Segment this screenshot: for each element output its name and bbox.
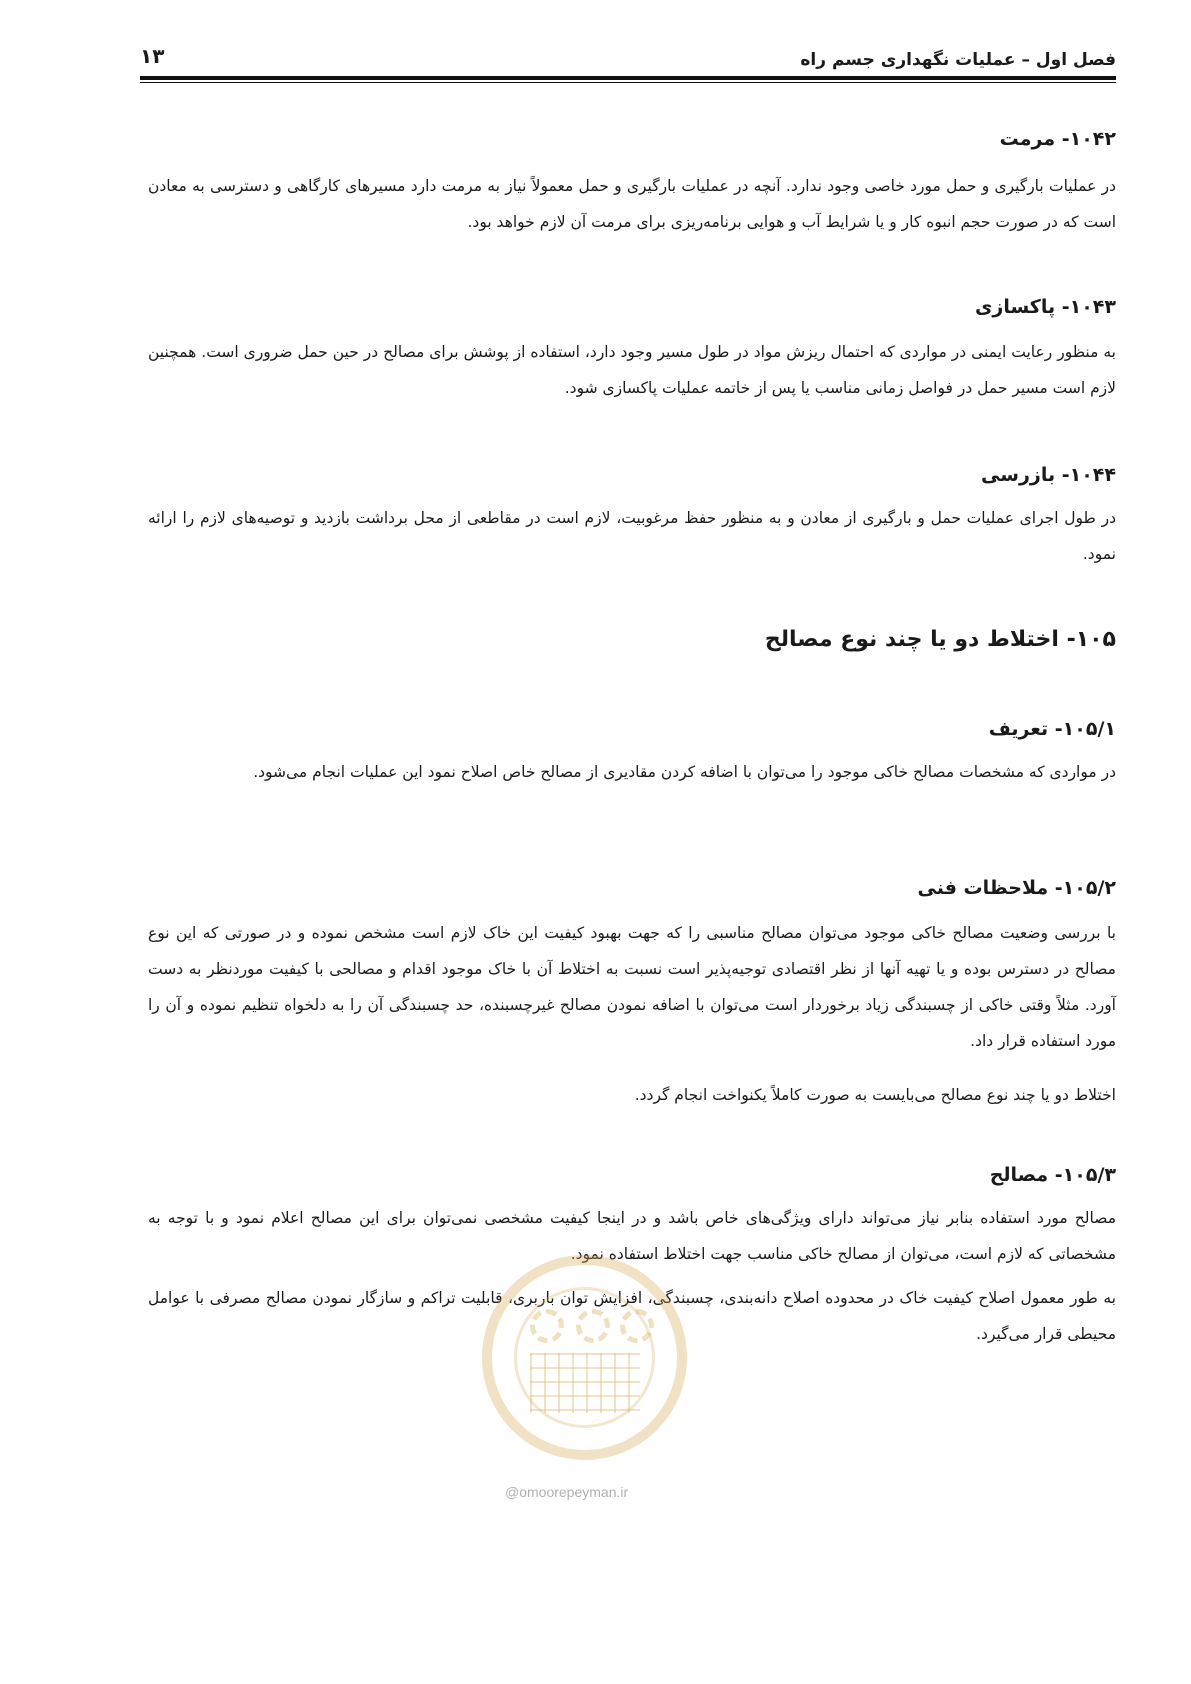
section-heading-1042: ۱۰۴۲- مرمت (999, 128, 1116, 150)
page-header (140, 40, 1116, 76)
section-paragraph-105-3a: مصالح مورد استفاده بنابر نیاز می‌تواند دارای ویژگی‌های خاص باشد و در اینجا کیفیت مشخصی نمی‌توان برای این مصالح اعلام نمود و با توجه به مشخصاتی که لازم است، می‌توان از مصالح خاکی مناسب جهت اختلاط استفاده نمود. (148, 1209, 1116, 1263)
section-heading-105-1: ۱۰۵/۱- تعریف (988, 718, 1116, 740)
section-heading-105-2: ۱۰۵/۲- ملاحظات فنی (917, 877, 1116, 899)
chapter-heading-105: ۱۰۵- اختلاط دو یا چند نوع مصالح (764, 627, 1116, 652)
section-paragraph-105-2b: اختلاط دو یا چند نوع مصالح می‌بایست به صورت کاملاً یکنواخت انجام گردد. (634, 1086, 1116, 1104)
section-paragraph-105-3b: به طور معمول اصلاح کیفیت خاک در محدوده اصلاح دانه‌بندی، چسبندگی، افزایش توان باربری، قابلیت تراکم و سازگار نمودن مصالح مصرفی با عوامل محیطی قرار می‌گیرد. (148, 1289, 1116, 1343)
header-rule-thin (140, 82, 1116, 83)
section-paragraph-1044: در طول اجرای عملیات حمل و بارگیری از معادن و به منظور حفظ مرغوبیت، لازم است در مقاطعی از محل برداشت بازدید و توصیه‌های لازم را ارائه نمود. (148, 509, 1116, 563)
watermark-url: @omoorepeyman.ir (505, 1484, 629, 1500)
section-heading-105-3: ۱۰۵/۳- مصالح (989, 1164, 1116, 1186)
section-heading-1044: ۱۰۴۴- بازرسی (981, 464, 1116, 486)
gear-icon (576, 1309, 610, 1343)
gear-icon (620, 1309, 654, 1343)
section-paragraph-105-1: در مواردی که مشخصات مصالح خاکی موجود را می‌توان با اضافه کردن مقادیری از مصالح خاص اصلاح نمود این عملیات انجام می‌شود. (253, 763, 1116, 781)
section-paragraph-1043: به منظور رعایت ایمنی در مواردی که احتمال ریزش مواد در طول مسیر وجود دارد، استفاده از پوشش برای مصالح در حین حمل ضروری است. همچنین لازم است مسیر حمل در فواصل زمانی مناسب یا پس از خاتمه عملیات پاکسازی شود. (148, 343, 1116, 397)
gear-icon (530, 1309, 564, 1343)
section-paragraph-1042: در عملیات بارگیری و حمل مورد خاصی وجود ندارد. آنچه در عملیات بارگیری و حمل معمولاً نیاز به مرمت دارد مسیرهای کارگاهی و دسترسی به معادن است که در صورت حجم انبوه کار و یا شرایط آب و هوایی برنامه‌ریزی برای مرمت آن لازم خواهد بود. (148, 177, 1116, 231)
header-rule-thick (140, 76, 1116, 80)
chapter-title: فصل اول – عملیات نگهداری جسم راه (800, 50, 1116, 70)
section-heading-1043: ۱۰۴۳- پاکسازی (974, 296, 1116, 318)
watermark-seal (482, 1255, 687, 1460)
page-number: ۱۳ (140, 44, 165, 68)
section-paragraph-105-2a: با بررسی وضعیت مصالح خاکی موجود می‌توان مصالح مناسبی را که جهت بهبود کیفیت این خاک لازم است مشخص نموده و در صورتی که این نوع مصالح در دسترس بوده و یا تهیه آنها از نظر اقتصادی توجیه‌پذیر است نسبت به اختلاط آن با خاک موجود اقدام و مصالحی با کیفیت موردنظر به دست آورد. مثلاً وقتی خاکی از چسبندگی زیاد برخوردار است می‌توان با اضافه نمودن مصالح غیرچسبنده، حد چسبندگی آن را به دلخواه تنظیم نموده و آن را مورد استفاده قرار داد. (148, 924, 1116, 1050)
watermark-grid (530, 1353, 640, 1413)
